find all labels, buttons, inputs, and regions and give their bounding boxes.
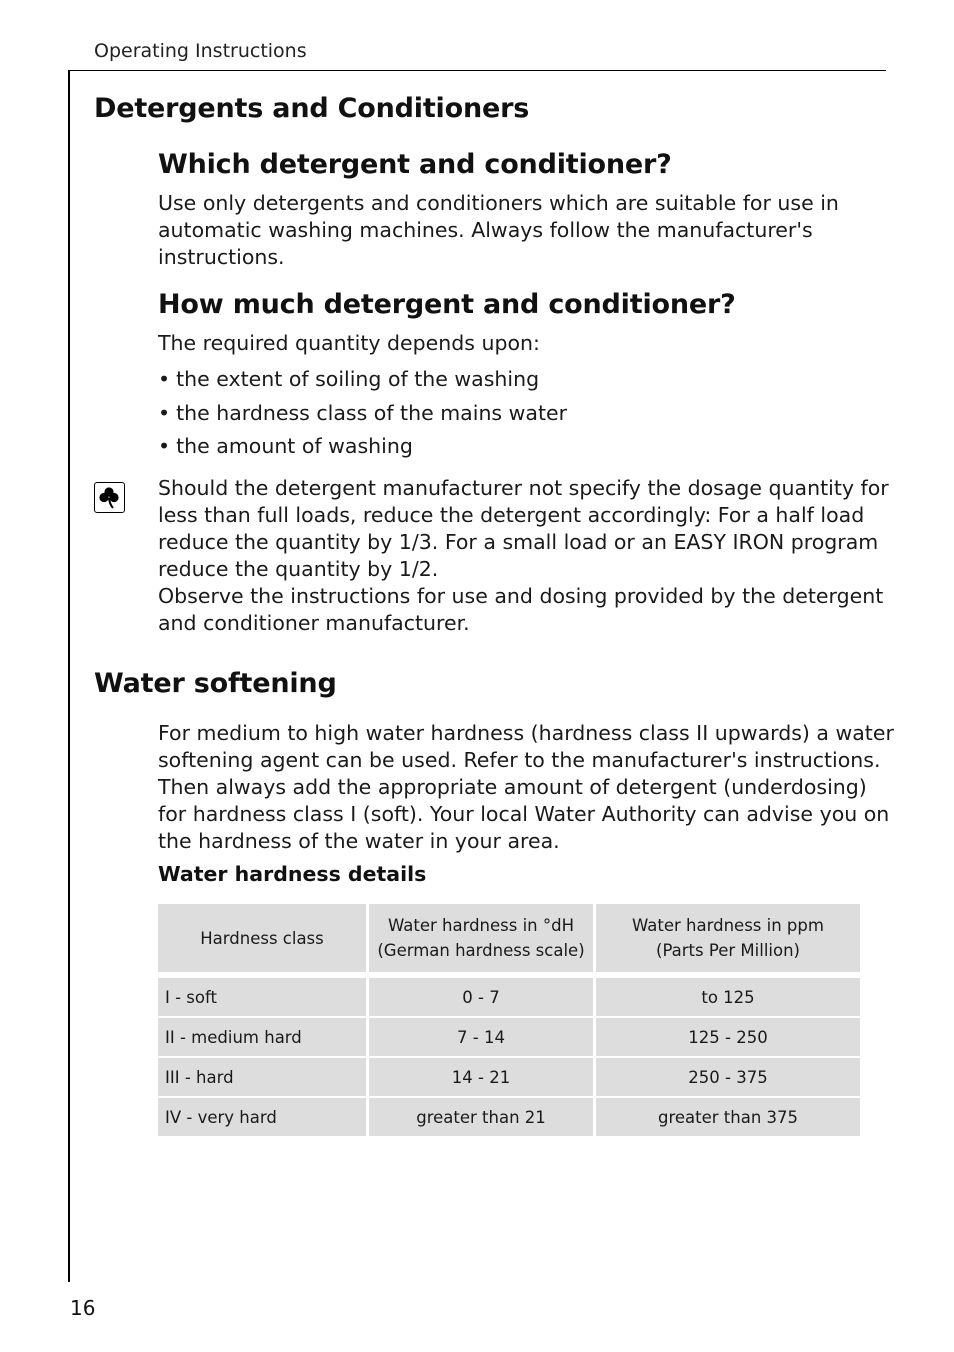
paragraph-line: reduce the quantity by 1/3. For a small load or an EASY IRON program [158, 530, 879, 554]
quantity-factors-list [158, 366, 567, 467]
paragraph-line: less than full loads, reduce the detergent accordingly: For a half load [158, 503, 865, 527]
header-line: (German hardness scale) [377, 941, 585, 960]
paragraph-line: Should the detergent manufacturer not specify the dosage quantity for [158, 476, 889, 500]
paragraph-line: Then always add the appropriate amount of detergent (underdosing) [158, 775, 867, 799]
table-cell: greater than 375 [596, 1098, 860, 1138]
list-item [158, 400, 567, 434]
paragraph-line: instructions. [158, 245, 285, 269]
table-cell: 250 - 375 [596, 1058, 860, 1098]
table-cell: 7 - 14 [369, 1018, 596, 1058]
subsection-title-which: Which detergent and conditioner? [158, 149, 672, 180]
bullet-dot: • [158, 367, 171, 391]
list-item-text: the extent of soiling of the washing [176, 367, 540, 391]
table-cell: 0 - 7 [369, 978, 596, 1018]
table-row [158, 978, 860, 1018]
list-item [158, 366, 567, 400]
table-cell: II - medium hard [158, 1018, 369, 1058]
paragraph-line: the hardness of the water in your area. [158, 829, 560, 853]
table-row [158, 1018, 860, 1058]
header-line: Water hardness in °dH [387, 916, 575, 935]
margin-rule [68, 70, 70, 1282]
list-item-text: the amount of washing [176, 434, 413, 458]
quantity-intro: The required quantity depends upon: [158, 331, 540, 355]
table-cell: greater than 21 [369, 1098, 596, 1138]
table-row [158, 1098, 860, 1138]
bullet-dot: • [158, 400, 171, 425]
running-header: Operating Instructions [94, 40, 307, 62]
paragraph-line: reduce the quantity by 1/2. [158, 557, 439, 581]
table-cell: 14 - 21 [369, 1058, 596, 1098]
table-cell: I - soft [158, 978, 369, 1018]
table-cell: to 125 [596, 978, 860, 1018]
list-item-text: the hardness class of the mains water [176, 400, 568, 425]
subsection-title-how-much: How much detergent and conditioner? [158, 289, 736, 320]
header-rule [68, 70, 886, 71]
paragraph-line: softening agent can be used. Refer to the manufacturer's instructions. [158, 748, 881, 772]
table-cell: IV - very hard [158, 1098, 369, 1138]
header-line: Water hardness in ppm [632, 916, 824, 935]
list-item [158, 433, 567, 467]
paragraph-line: automatic washing machines. Always follow the manufacturer's [158, 218, 813, 242]
table-cell: 125 - 250 [596, 1018, 860, 1058]
paragraph-line: and conditioner manufacturer. [158, 611, 470, 635]
table-cell: III - hard [158, 1058, 369, 1098]
header-line: (Parts Per Million) [656, 941, 800, 960]
header-line: Hardness class [200, 928, 324, 948]
paragraph-line: Use only detergents and conditioners which are suitable for use in [158, 191, 839, 215]
column-header-dh [369, 904, 596, 978]
table-row [158, 1058, 860, 1098]
section-title-water-softening: Water softening [94, 668, 337, 699]
table-header-row [158, 904, 860, 978]
paragraph-line: Observe the instructions for use and dosing provided by the detergent [158, 584, 884, 608]
table-title: Water hardness details [158, 862, 427, 886]
paragraph-line: for hardness class I (soft). Your local Water Authority can advise you on [158, 802, 890, 826]
page-number: 16 [70, 1296, 96, 1320]
column-header-hardness-class [158, 904, 369, 978]
bullet-dot: • [158, 434, 171, 458]
clover-tip-icon [94, 482, 125, 513]
water-hardness-table [158, 904, 860, 1138]
section-title-detergents: Detergents and Conditioners [94, 93, 530, 124]
column-header-ppm [596, 904, 860, 978]
paragraph-line: For medium to high water hardness (hardness class II upwards) a water [158, 721, 894, 745]
